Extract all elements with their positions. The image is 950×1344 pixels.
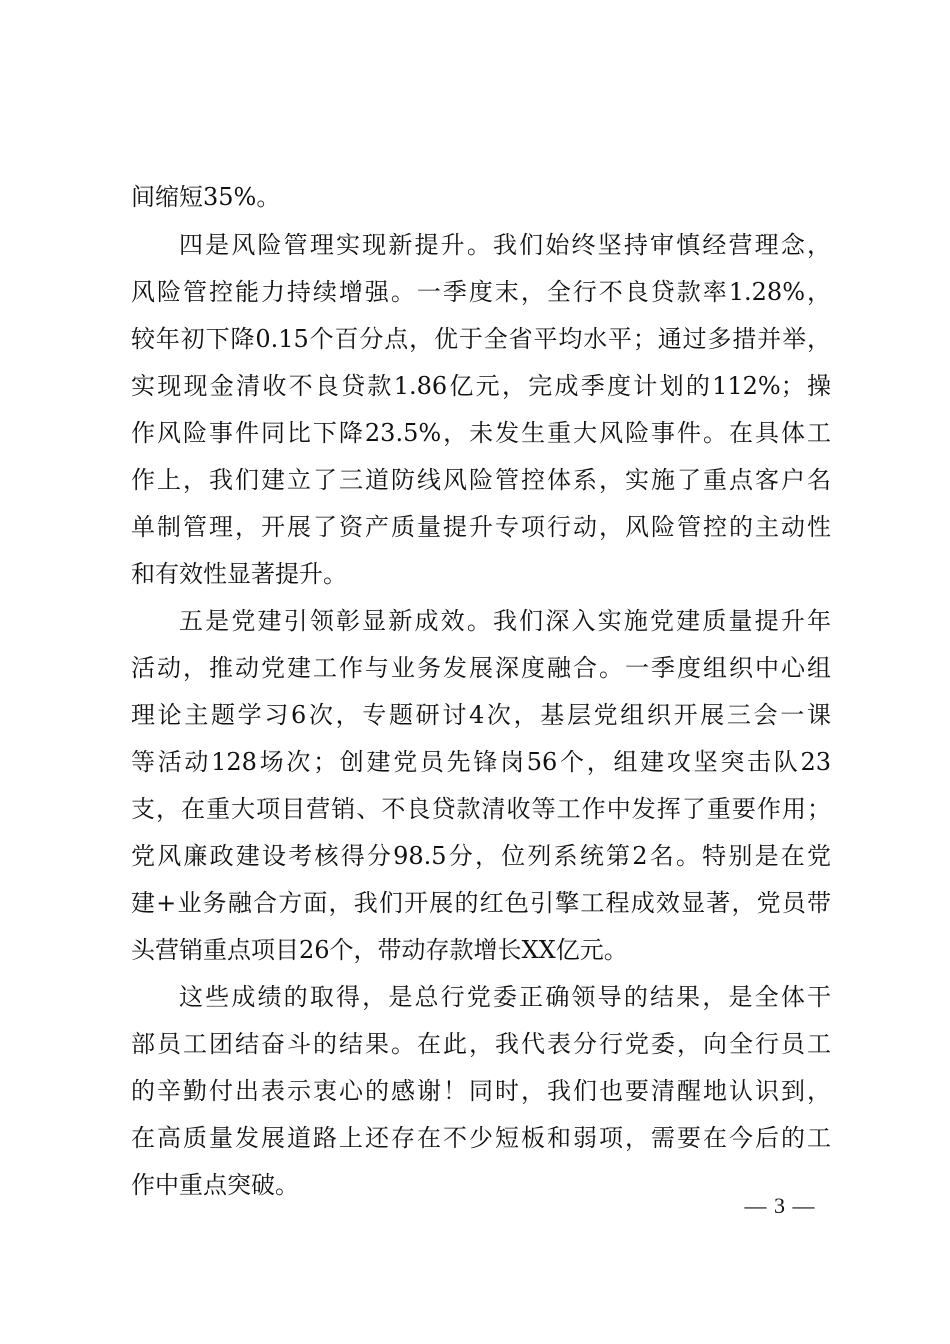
text-line: 单制管理，开展了资产质量提升专项行动，风险管控的主动性	[131, 513, 831, 541]
text-line: 理论主题学习6次，专题研讨4次，基层党组织开展三会一课	[131, 701, 831, 729]
text-line: 间缩短35%。	[131, 183, 281, 211]
text-line: 支，在重大项目营销、不良贷款清收等工作中发挥了重要作用；	[131, 795, 831, 823]
text-line: 作风险事件同比下降23.5%，未发生重大风险事件。在具体工	[131, 419, 831, 447]
text-line: 五是党建引领彰显新成效。我们深入实施党建质量提升年	[179, 607, 831, 635]
text-line: 风险管控能力持续增强。一季度末，全行不良贷款率1.28%，	[131, 278, 831, 306]
text-line: 头营销重点项目26个，带动存款增长XX亿元。	[131, 936, 628, 964]
text-line: 建+业务融合方面，我们开展的红色引擎工程成效显著，党员带	[131, 889, 831, 917]
text-line: 和有效性显著提升。	[131, 560, 347, 588]
text-line: 这些成绩的取得，是总行党委正确领导的结果，是全体干	[179, 983, 831, 1011]
text-line: 部员工团结奋斗的结果。在此，我代表分行党委，向全行员工	[131, 1030, 831, 1058]
text-line: 实现现金清收不良贷款1.86亿元，完成季度计划的112%；操	[131, 372, 831, 400]
text-line: 作中重点突破。	[131, 1171, 299, 1199]
text-line: 作上，我们建立了三道防线风险管控体系，实施了重点客户名	[131, 466, 831, 494]
text-line: 党风廉政建设考核得分98.5分，位列系统第2名。特别是在党	[131, 842, 831, 870]
text-line: 四是风险管理实现新提升。我们始终坚持审慎经营理念，	[179, 231, 831, 259]
page-number: — 3 —	[744, 1193, 816, 1218]
text-line: 较年初下降0.15个百分点，优于全省平均水平；通过多措并举，	[131, 325, 831, 353]
text-line: 的辛勤付出表示衷心的感谢！同时，我们也要清醒地认识到，	[131, 1077, 831, 1105]
text-line: 活动，推动党建工作与业务发展深度融合。一季度组织中心组	[131, 654, 831, 682]
text-line: 在高质量发展道路上还存在不少短板和弱项，需要在今后的工	[131, 1124, 831, 1152]
text-line: 等活动128场次；创建党员先锋岗56个，组建攻坚突击队23	[131, 748, 831, 776]
